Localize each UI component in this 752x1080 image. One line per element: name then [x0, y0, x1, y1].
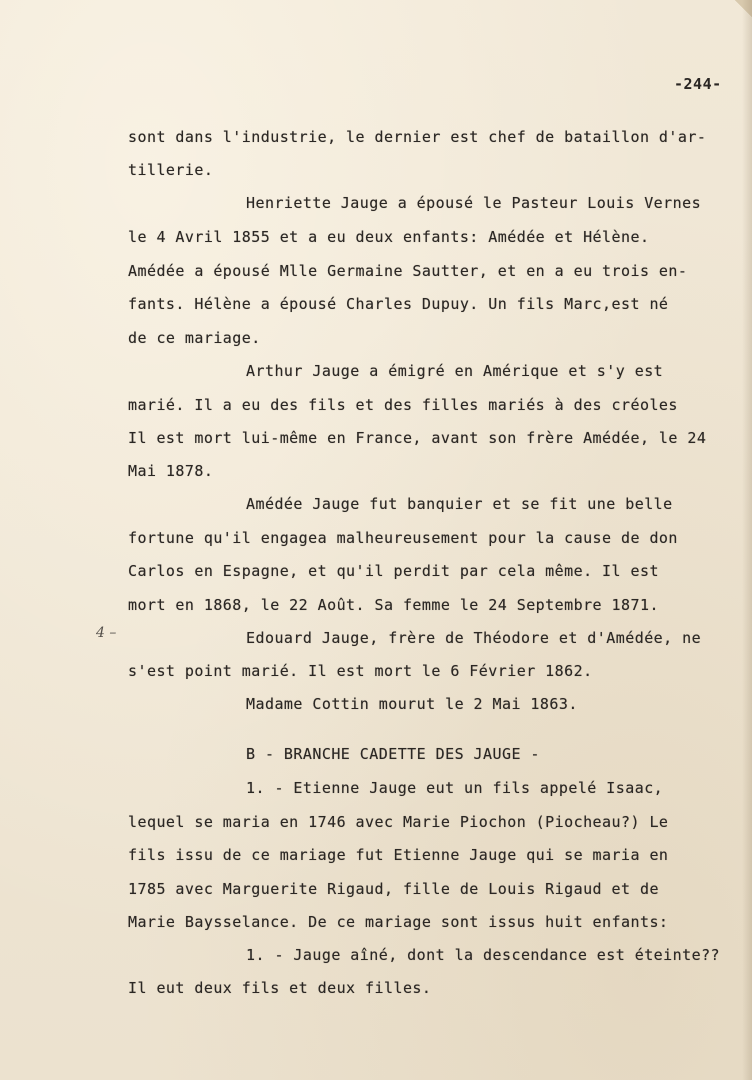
text-line: Arthur Jauge a émigré en Amérique et s'y est: [246, 362, 664, 380]
text-line: marié. Il a eu des fils et des filles mariés à des créoles: [128, 396, 678, 414]
text-line: mort en 1868, le 22 Août. Sa femme le 24 Septembre 1871.: [128, 596, 659, 614]
text-line: fants. Hélène a épousé Charles Dupuy. Un fils Marc,est né: [128, 295, 669, 313]
handwritten-margin-note: 4 –: [96, 625, 117, 641]
text-line: Henriette Jauge a épousé le Pasteur Louis Vernes: [246, 194, 702, 212]
text-line: Edouard Jauge, frère de Théodore et d'Amédée, ne: [246, 629, 702, 647]
text-line: sont dans l'industrie, le dernier est chef de bataillon d'ar-: [128, 128, 707, 146]
text-line: Amédée a épousé Mlle Germaine Sautter, et en a eu trois en-: [128, 262, 688, 280]
text-line: Carlos en Espagne, et qu'il perdit par cela même. Il est: [128, 562, 659, 580]
page-number: -244-: [674, 75, 722, 93]
text-line: 1785 avec Marguerite Rigaud, fille de Louis Rigaud et de: [128, 880, 659, 898]
text-line: de ce mariage.: [128, 329, 261, 347]
text-line: Il eut deux fils et deux filles.: [128, 979, 432, 997]
text-line: tillerie.: [128, 161, 214, 179]
text-line: fortune qu'il engagea malheureusement pour la cause de don: [128, 529, 678, 547]
text-line: lequel se maria en 1746 avec Marie Piochon (Piocheau?) Le: [128, 813, 669, 831]
text-line: s'est point marié. Il est mort le 6 Février 1862.: [128, 662, 593, 680]
page-edge-shadow: [742, 0, 752, 1080]
text-line: fils issu de ce mariage fut Etienne Jauge qui se maria en: [128, 846, 669, 864]
text-line: Amédée Jauge fut banquier et se fit une belle: [246, 495, 673, 513]
text-line: Marie Baysselance. De ce mariage sont issus huit enfants:: [128, 913, 669, 931]
section-heading: B - BRANCHE CADETTE DES JAUGE -: [246, 745, 540, 763]
text-line: 1. - Jauge aîné, dont la descendance est éteinte??: [246, 946, 721, 964]
text-line: Il est mort lui-même en France, avant son frère Amédée, le 24: [128, 429, 707, 447]
text-line: Mai 1878.: [128, 462, 214, 480]
text-line: Madame Cottin mourut le 2 Mai 1863.: [246, 695, 578, 713]
text-line: le 4 Avril 1855 et a eu deux enfants: Amédée et Hélène.: [128, 228, 650, 246]
text-line: 1. - Etienne Jauge eut un fils appelé Isaac,: [246, 779, 664, 797]
